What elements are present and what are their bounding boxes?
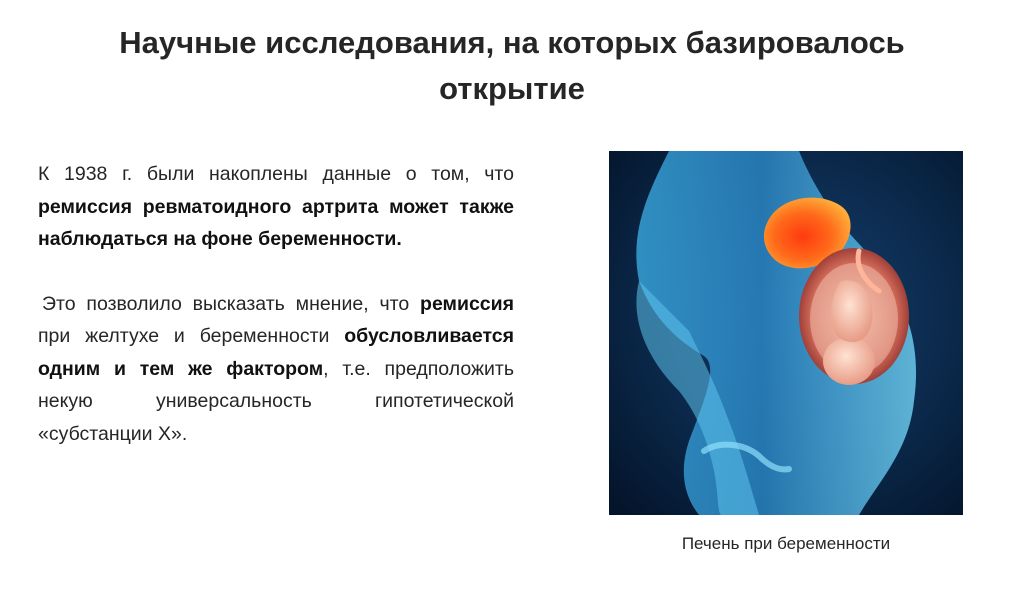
paragraph-2-text-3: , т.е. предположить некую универсальность гипотетической «субстанции Х». (38, 357, 514, 445)
figure-caption: Печень при беременности (681, 534, 891, 553)
paragraph-1-text: К 1938 г. были накоплены данные о том, что (38, 163, 514, 185)
paragraph-1-bold: ремиссия ревматоидного артрита может также наблюдаться на фоне беременности. (38, 195, 514, 250)
paragraph-2 (38, 288, 514, 451)
pregnancy-illustration (609, 151, 963, 515)
body-text (38, 158, 514, 450)
fetus-head (823, 337, 875, 385)
paragraph-2-bold-1: ремиссия (420, 292, 514, 315)
paragraph-1 (38, 158, 514, 256)
slide-title: Научные исследования, на которых базировалось открытие (119, 25, 905, 106)
pregnancy-illustration-svg (609, 151, 963, 515)
paragraph-2-bold-2: обусловливается одним и тем же фактором (38, 325, 514, 380)
paragraph-2-text-2: при желтухе и беременности (38, 325, 345, 347)
paragraph-2-text-1: Это позволило высказать мнение, что (42, 292, 421, 315)
